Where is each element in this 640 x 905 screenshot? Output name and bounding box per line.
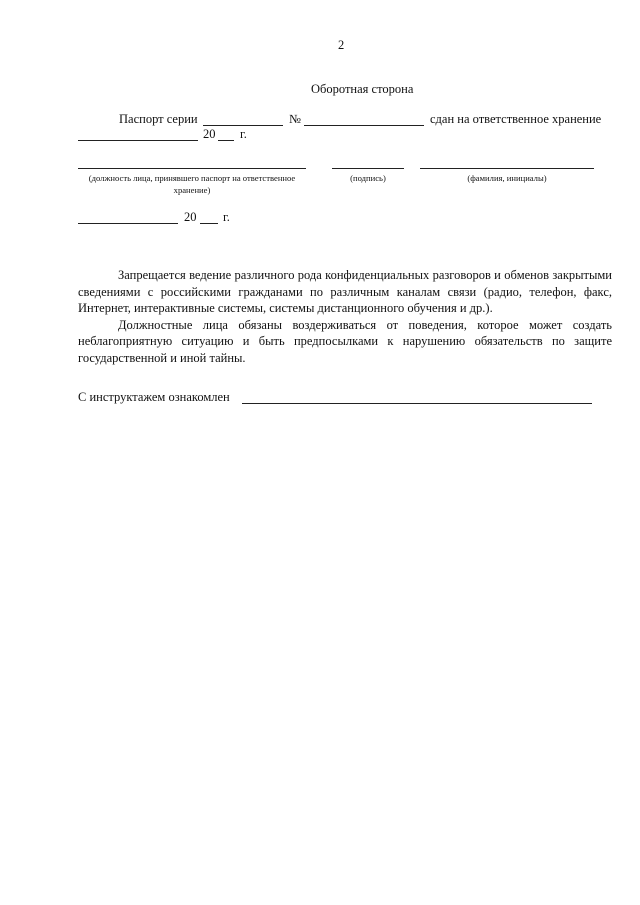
name-field[interactable] — [420, 168, 594, 169]
instruction-text — [78, 267, 612, 366]
number-sign: № — [289, 112, 301, 126]
paragraph-prohibition: Запрещается ведение различного рода конфиденциальных разговоров и обменов закрытыми сведениями с российскими гражданами по различным каналам связи (радио, телефон, факс, Интернет, интерактивные системы, системы дистанционного обучения и др.). — [78, 268, 612, 315]
signature-caption: (подпись) — [350, 173, 386, 183]
passport-number-field[interactable] — [304, 125, 424, 126]
date-1-year-prefix: 20 — [203, 127, 216, 141]
date-1-day-month-field[interactable] — [78, 140, 198, 141]
position-field[interactable] — [78, 168, 306, 169]
passport-series-field[interactable] — [203, 125, 283, 126]
page-number: 2 — [338, 38, 345, 52]
position-caption: (должность лица, принявшего паспорт на ответственное хранение) — [88, 173, 296, 195]
page-heading: Оборотная сторона — [311, 82, 414, 96]
date-2-year-field[interactable] — [200, 223, 218, 224]
date-2-day-month-field[interactable] — [78, 223, 178, 224]
date-1-year-suffix: г. — [240, 127, 247, 141]
date-2-year-suffix: г. — [223, 210, 230, 224]
paragraph-obligations: Должностные лица обязаны воздерживаться от поведения, которое может создать неблагоприятную ситуацию и быть предпосылками к нарушению обязательств по защите государственной и иной тайны. — [78, 317, 612, 365]
signature-field[interactable] — [332, 168, 404, 169]
acknowledgement-label: С инструктажем ознакомлен — [78, 390, 230, 404]
acknowledgement-signature-field[interactable] — [242, 403, 592, 404]
date-2-year-prefix: 20 — [184, 210, 197, 224]
passport-series-label: Паспорт серии — [119, 112, 198, 126]
name-caption: (фамилия, инициалы) — [467, 173, 547, 183]
handed-text: сдан на ответственное хранение — [430, 112, 602, 126]
date-1-year-field[interactable] — [218, 140, 234, 141]
